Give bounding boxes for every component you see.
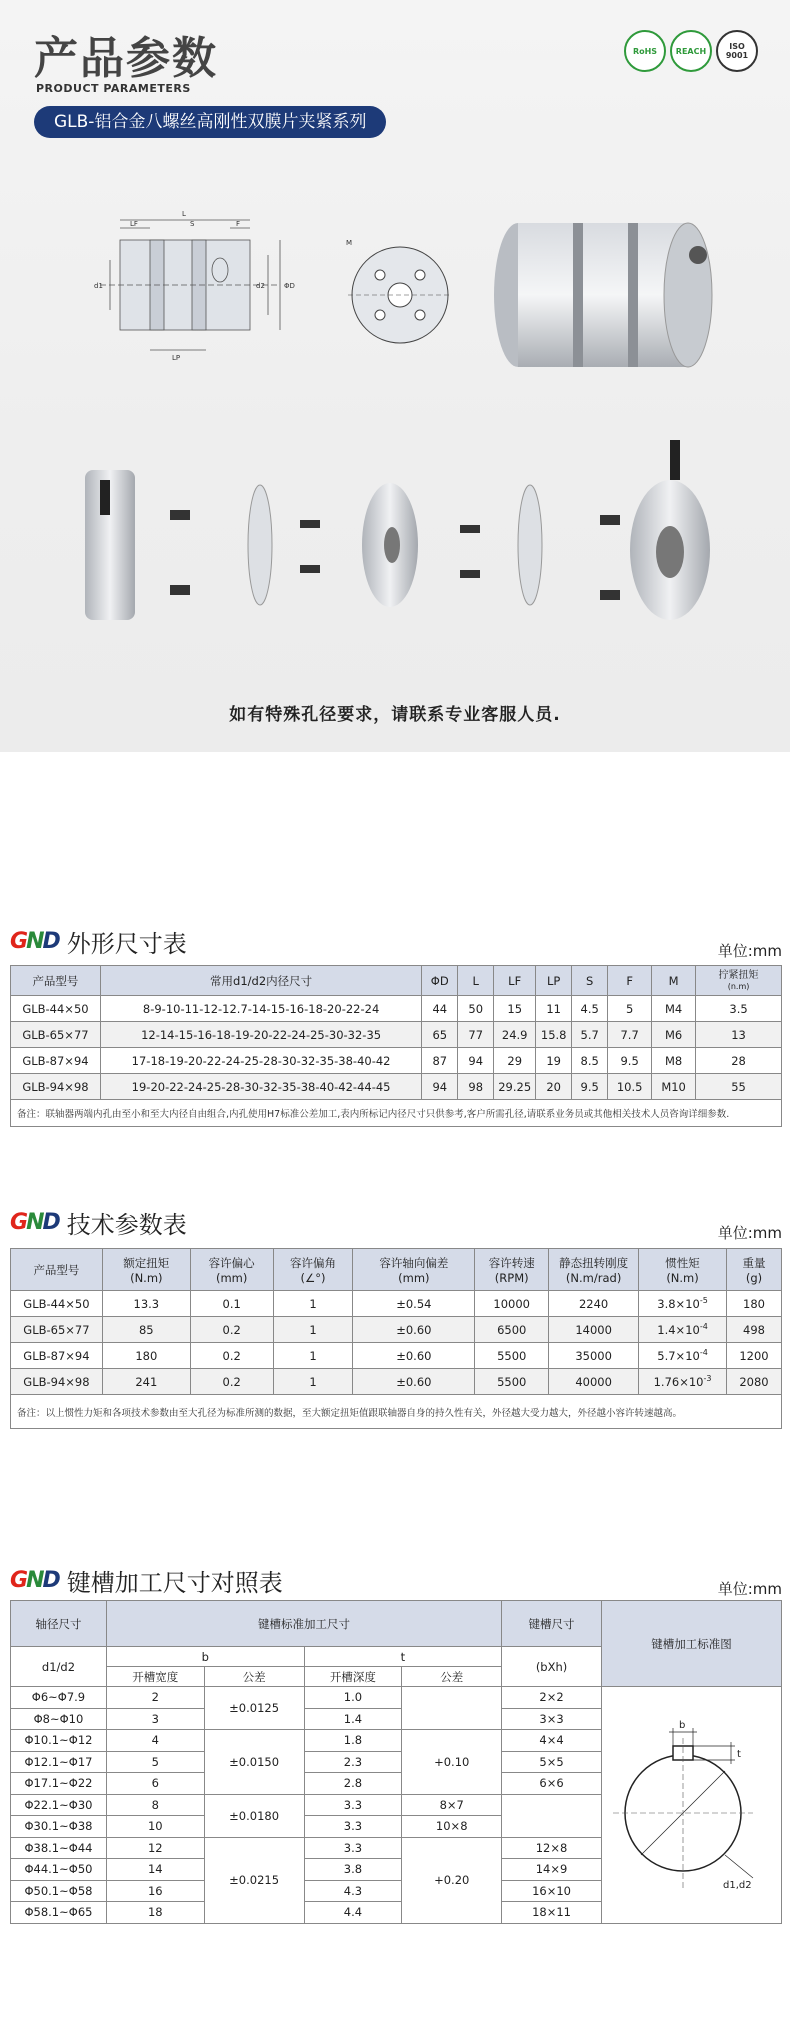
shaft-cell: Φ10.1~Φ12 xyxy=(11,1730,107,1752)
table-cell: 2240 xyxy=(549,1291,639,1317)
tech-table xyxy=(10,1248,782,1429)
dims-note-row xyxy=(11,1100,782,1127)
table-cell: 498 xyxy=(727,1317,782,1343)
table-cell: 1 xyxy=(273,1291,353,1317)
iso-cert-icon: ISO 9001 xyxy=(716,30,758,72)
tech-unit: 单位:mm xyxy=(717,1224,782,1242)
b-tol-cell: ±0.0125 xyxy=(204,1687,304,1730)
h-key: 键槽尺寸 xyxy=(502,1601,602,1647)
tech-col-header: 容许偏心 (mm) xyxy=(190,1249,273,1291)
b-cell: 2 xyxy=(106,1687,204,1709)
h-shaft: 轴径尺寸 xyxy=(11,1601,107,1647)
keysize-cell: 16×10 xyxy=(502,1880,602,1902)
table-row xyxy=(11,1022,782,1048)
table-cell: 180 xyxy=(727,1291,782,1317)
table-cell: 1 xyxy=(273,1317,353,1343)
dimension-drawing xyxy=(80,200,300,380)
keysize-cell: 4×4 xyxy=(502,1730,602,1752)
inertia-cell: $3.8\times 10^{-5}$ xyxy=(639,1291,727,1317)
table-cell: GLB-44×50 xyxy=(11,1291,103,1317)
table-row xyxy=(11,1317,782,1343)
tech-col-header: 额定扭矩 (N.m) xyxy=(102,1249,190,1291)
table-cell: GLB-94×98 xyxy=(11,1369,103,1395)
col-bore: 常用d1/d2内径尺寸 xyxy=(100,966,421,996)
reach-cert-icon: REACH xyxy=(670,30,712,72)
series-badge: GLB-铝合金八螺丝高刚性双膜片夹紧系列 xyxy=(34,106,386,138)
table-cell: 98 xyxy=(458,1074,494,1100)
table-cell: 44 xyxy=(422,996,458,1022)
table-row xyxy=(11,1687,782,1709)
shaft-cell: Φ58.1~Φ65 xyxy=(11,1902,107,1924)
table-cell: 12-14-15-16-18-19-20-22-24-25-30-32-35 xyxy=(100,1022,421,1048)
col-l: L xyxy=(458,966,494,996)
table-cell: 0.2 xyxy=(190,1317,273,1343)
h-fig: 键槽加工标准图 xyxy=(601,1601,781,1687)
table-cell: 9.5 xyxy=(572,1074,608,1100)
b-cell: 5 xyxy=(106,1751,204,1773)
gnd-logo-icon: GND xyxy=(10,929,59,954)
fig-label-b: b xyxy=(679,1720,686,1732)
keysize-cell: 10×8 xyxy=(402,1816,502,1838)
tech-title: 技术参数表 xyxy=(66,1211,187,1239)
t-tol-cell: +0.10 xyxy=(402,1730,502,1795)
table-cell: 1200 xyxy=(727,1343,782,1369)
t-cell: 4.3 xyxy=(304,1880,402,1902)
h-d: d1/d2 xyxy=(11,1647,107,1687)
col-f: F xyxy=(608,966,652,996)
table-cell: 13 xyxy=(696,1022,782,1048)
label-d1: d1 xyxy=(94,282,103,290)
tech-col-header: 惯性矩 (N.m) xyxy=(639,1249,727,1291)
page-subtitle: PRODUCT PARAMETERS xyxy=(36,82,191,95)
h-bxh: (bXh) xyxy=(502,1647,602,1687)
table-cell: 10.5 xyxy=(608,1074,652,1100)
shaft-cell: Φ12.1~Φ17 xyxy=(11,1751,107,1773)
b-tol-cell: ±0.0150 xyxy=(204,1730,304,1795)
t-cell: 3.8 xyxy=(304,1859,402,1881)
table-row xyxy=(11,1048,782,1074)
keysize-cell: 6×6 xyxy=(502,1773,602,1795)
table-cell: 5 xyxy=(608,996,652,1022)
table-cell: ±0.60 xyxy=(353,1343,475,1369)
table-cell: ±0.60 xyxy=(353,1317,475,1343)
h-tol: 公差 xyxy=(204,1667,304,1687)
col-model: 产品型号 xyxy=(11,966,101,996)
b-tol-cell: ±0.0180 xyxy=(204,1794,304,1837)
end-view-drawing xyxy=(340,235,460,355)
table-row xyxy=(11,1369,782,1395)
shaft-cell: Φ50.1~Φ58 xyxy=(11,1880,107,1902)
gnd-logo-icon: GND xyxy=(10,1210,59,1235)
keysize-cell: 18×11 xyxy=(502,1902,602,1924)
key-unit: 单位:mm xyxy=(717,1580,782,1598)
table-cell: GLB-65×77 xyxy=(11,1317,103,1343)
tech-col-header: 静态扭转刚度 (N.m/rad) xyxy=(549,1249,639,1291)
hero-banner xyxy=(0,0,790,752)
keysize-cell: 3×3 xyxy=(502,1708,602,1730)
col-lp: LP xyxy=(536,966,572,996)
table-cell: 13.3 xyxy=(102,1291,190,1317)
table-cell: 0.2 xyxy=(190,1369,273,1395)
inertia-cell: $1.76\times 10^{-3}$ xyxy=(639,1369,727,1395)
table-cell: 28 xyxy=(696,1048,782,1074)
table-cell: 65 xyxy=(422,1022,458,1048)
table-cell: 2080 xyxy=(727,1369,782,1395)
table-cell: 14000 xyxy=(549,1317,639,1343)
table-cell: 3.5 xyxy=(696,996,782,1022)
table-cell: 9.5 xyxy=(608,1048,652,1074)
table-cell: 50 xyxy=(458,996,494,1022)
exploded-view xyxy=(80,440,720,640)
h-bw: 开槽宽度 xyxy=(106,1667,204,1687)
label-m: M xyxy=(346,239,353,247)
keyway-diagram xyxy=(603,1688,779,1918)
b-cell: 8 xyxy=(106,1794,204,1816)
table-row xyxy=(11,1291,782,1317)
page-title: 产品参数 xyxy=(34,33,218,84)
table-cell: 35000 xyxy=(549,1343,639,1369)
t-cell: 2.8 xyxy=(304,1773,402,1795)
table-cell: 6500 xyxy=(475,1317,549,1343)
table-cell: M4 xyxy=(652,996,696,1022)
dims-unit: 单位:mm xyxy=(717,942,782,960)
col-m: M xyxy=(652,966,696,996)
table-cell: GLB-65×77 xyxy=(11,1022,101,1048)
tech-col-header: 重量 (g) xyxy=(727,1249,782,1291)
h-b: b xyxy=(106,1647,304,1667)
t-cell: 2.3 xyxy=(304,1751,402,1773)
table-cell: 19-20-22-24-25-28-30-32-35-38-40-42-44-45 xyxy=(100,1074,421,1100)
h-tol2: 公差 xyxy=(402,1667,502,1687)
gnd-logo-icon: GND xyxy=(10,1568,59,1593)
fig-label-d: d1,d2 xyxy=(723,1880,753,1892)
h-std: 键槽标准加工尺寸 xyxy=(106,1601,501,1647)
b-tol-cell: ±0.0215 xyxy=(204,1837,304,1923)
col-s: S xyxy=(572,966,608,996)
table-cell: 8.5 xyxy=(572,1048,608,1074)
h-td: 开槽深度 xyxy=(304,1667,402,1687)
b-cell: 18 xyxy=(106,1902,204,1924)
shaft-cell: Φ17.1~Φ22 xyxy=(11,1773,107,1795)
inertia-cell: $5.7\times 10^{-4}$ xyxy=(639,1343,727,1369)
table-cell: 85 xyxy=(102,1317,190,1343)
shaft-cell: Φ30.1~Φ38 xyxy=(11,1816,107,1838)
table-cell: 15 xyxy=(494,996,536,1022)
table-cell: 7.7 xyxy=(608,1022,652,1048)
label-lf: LF xyxy=(130,220,138,228)
t-cell: 4.4 xyxy=(304,1902,402,1924)
table-cell: GLB-44×50 xyxy=(11,996,101,1022)
table-cell: 0.2 xyxy=(190,1343,273,1369)
table-cell: ±0.54 xyxy=(353,1291,475,1317)
label-lp: LP xyxy=(172,354,181,362)
table-cell: 241 xyxy=(102,1369,190,1395)
table-cell: 87 xyxy=(422,1048,458,1074)
keysize-cell: 14×9 xyxy=(502,1859,602,1881)
label-d2: d2 xyxy=(256,282,265,290)
t-tol-empty xyxy=(402,1687,502,1730)
table-cell: GLB-87×94 xyxy=(11,1343,103,1369)
fig-label-t: t xyxy=(737,1749,742,1761)
dims-title: 外形尺寸表 xyxy=(66,930,187,958)
b-cell: 12 xyxy=(106,1837,204,1859)
t-cell: 1.4 xyxy=(304,1708,402,1730)
table-row xyxy=(11,1074,782,1100)
dimensions-table xyxy=(10,965,782,1127)
special-bore-note: 如有特殊孔径要求，请联系专业客服人员. xyxy=(229,705,561,725)
table-cell: 94 xyxy=(422,1074,458,1100)
keyway-table xyxy=(10,1600,782,1924)
t-cell: 1.0 xyxy=(304,1687,402,1709)
table-cell: M8 xyxy=(652,1048,696,1074)
keysize-cell: 5×5 xyxy=(502,1751,602,1773)
shaft-cell: Φ6~Φ7.9 xyxy=(11,1687,107,1709)
coupling-photo xyxy=(488,200,718,390)
table-cell: M10 xyxy=(652,1074,696,1100)
tech-col-header: 容许偏角 (∠°) xyxy=(273,1249,353,1291)
t-cell: 3.3 xyxy=(304,1794,402,1816)
table-cell: 5.7 xyxy=(572,1022,608,1048)
t-cell: 1.8 xyxy=(304,1730,402,1752)
dims-section-title xyxy=(10,924,187,959)
shaft-cell: Φ22.1~Φ30 xyxy=(11,1794,107,1816)
col-d: ΦD xyxy=(422,966,458,996)
table-cell: 5500 xyxy=(475,1343,549,1369)
inertia-cell: $1.4\times 10^{-4}$ xyxy=(639,1317,727,1343)
table-cell: M6 xyxy=(652,1022,696,1048)
b-cell: 16 xyxy=(106,1880,204,1902)
table-cell: 40000 xyxy=(549,1369,639,1395)
table-cell: 19 xyxy=(536,1048,572,1074)
table-cell: 77 xyxy=(458,1022,494,1048)
table-cell: 24.9 xyxy=(494,1022,536,1048)
b-cell: 4 xyxy=(106,1730,204,1752)
table-cell: GLB-87×94 xyxy=(11,1048,101,1074)
label-f: F xyxy=(236,220,241,228)
t-tol-cell: +0.20 xyxy=(402,1837,502,1923)
keysize-cell: 12×8 xyxy=(502,1837,602,1859)
table-cell: 180 xyxy=(102,1343,190,1369)
b-cell: 10 xyxy=(106,1816,204,1838)
label-l: L xyxy=(182,210,186,218)
tech-section-title xyxy=(10,1205,187,1240)
key-section-title xyxy=(10,1563,283,1598)
table-cell: 55 xyxy=(696,1074,782,1100)
key-title: 键槽加工尺寸对照表 xyxy=(66,1569,283,1597)
table-cell: 8-9-10-11-12-12.7-14-15-16-18-20-22-24 xyxy=(100,996,421,1022)
table-cell: 29.25 xyxy=(494,1074,536,1100)
shaft-cell: Φ44.1~Φ50 xyxy=(11,1859,107,1881)
keysize-cell: 8×7 xyxy=(402,1794,502,1816)
tech-col-header: 产品型号 xyxy=(11,1249,103,1291)
table-row xyxy=(11,1343,782,1369)
table-cell: GLB-94×98 xyxy=(11,1074,101,1100)
tech-col-header: 容许轴向偏差 (mm) xyxy=(353,1249,475,1291)
table-cell: ±0.60 xyxy=(353,1369,475,1395)
table-cell: 1 xyxy=(273,1369,353,1395)
table-cell: 17-18-19-20-22-24-25-28-30-32-35-38-40-42 xyxy=(100,1048,421,1074)
table-cell: 10000 xyxy=(475,1291,549,1317)
table-cell: 15.8 xyxy=(536,1022,572,1048)
table-cell: 29 xyxy=(494,1048,536,1074)
shaft-cell: Φ38.1~Φ44 xyxy=(11,1837,107,1859)
h-t: t xyxy=(304,1647,502,1667)
table-cell: 20 xyxy=(536,1074,572,1100)
b-cell: 3 xyxy=(106,1708,204,1730)
t-cell: 3.3 xyxy=(304,1816,402,1838)
table-cell: 11 xyxy=(536,996,572,1022)
label-d: ΦD xyxy=(284,282,295,290)
col-lf: LF xyxy=(494,966,536,996)
tech-col-header: 容许转速 (RPM) xyxy=(475,1249,549,1291)
col-torque: 拧紧扭矩 (n.m) xyxy=(696,966,782,996)
t-cell: 3.3 xyxy=(304,1837,402,1859)
label-s: S xyxy=(190,220,195,228)
b-cell: 14 xyxy=(106,1859,204,1881)
dims-note: 备注：联轴器两端内孔由至小和至大内径自由组合,内孔使用H7标准公差加工,表内所标记内径尺寸只供参考,客户所需孔径,请联系业务员或其他相关技术人员咨询详细参数. xyxy=(11,1100,782,1127)
table-cell: 5500 xyxy=(475,1369,549,1395)
table-cell: 4.5 xyxy=(572,996,608,1022)
shaft-cell: Φ8~Φ10 xyxy=(11,1708,107,1730)
b-cell: 6 xyxy=(106,1773,204,1795)
keysize-cell: 2×2 xyxy=(502,1687,602,1709)
tech-note: 备注：以上惯性力矩和各项技术参数由至大孔径为标准所测的数据，至大额定扭矩值跟联轴器自身的持久性有关，外径越大受力越大，外径越小容许转速越高。 xyxy=(11,1395,782,1429)
table-cell: 94 xyxy=(458,1048,494,1074)
table-cell: 1 xyxy=(273,1343,353,1369)
rohs-cert-icon: RoHS xyxy=(624,30,666,72)
table-row xyxy=(11,996,782,1022)
table-cell: 0.1 xyxy=(190,1291,273,1317)
keyway-figure-cell xyxy=(601,1687,781,1924)
tech-note-row xyxy=(11,1395,782,1429)
